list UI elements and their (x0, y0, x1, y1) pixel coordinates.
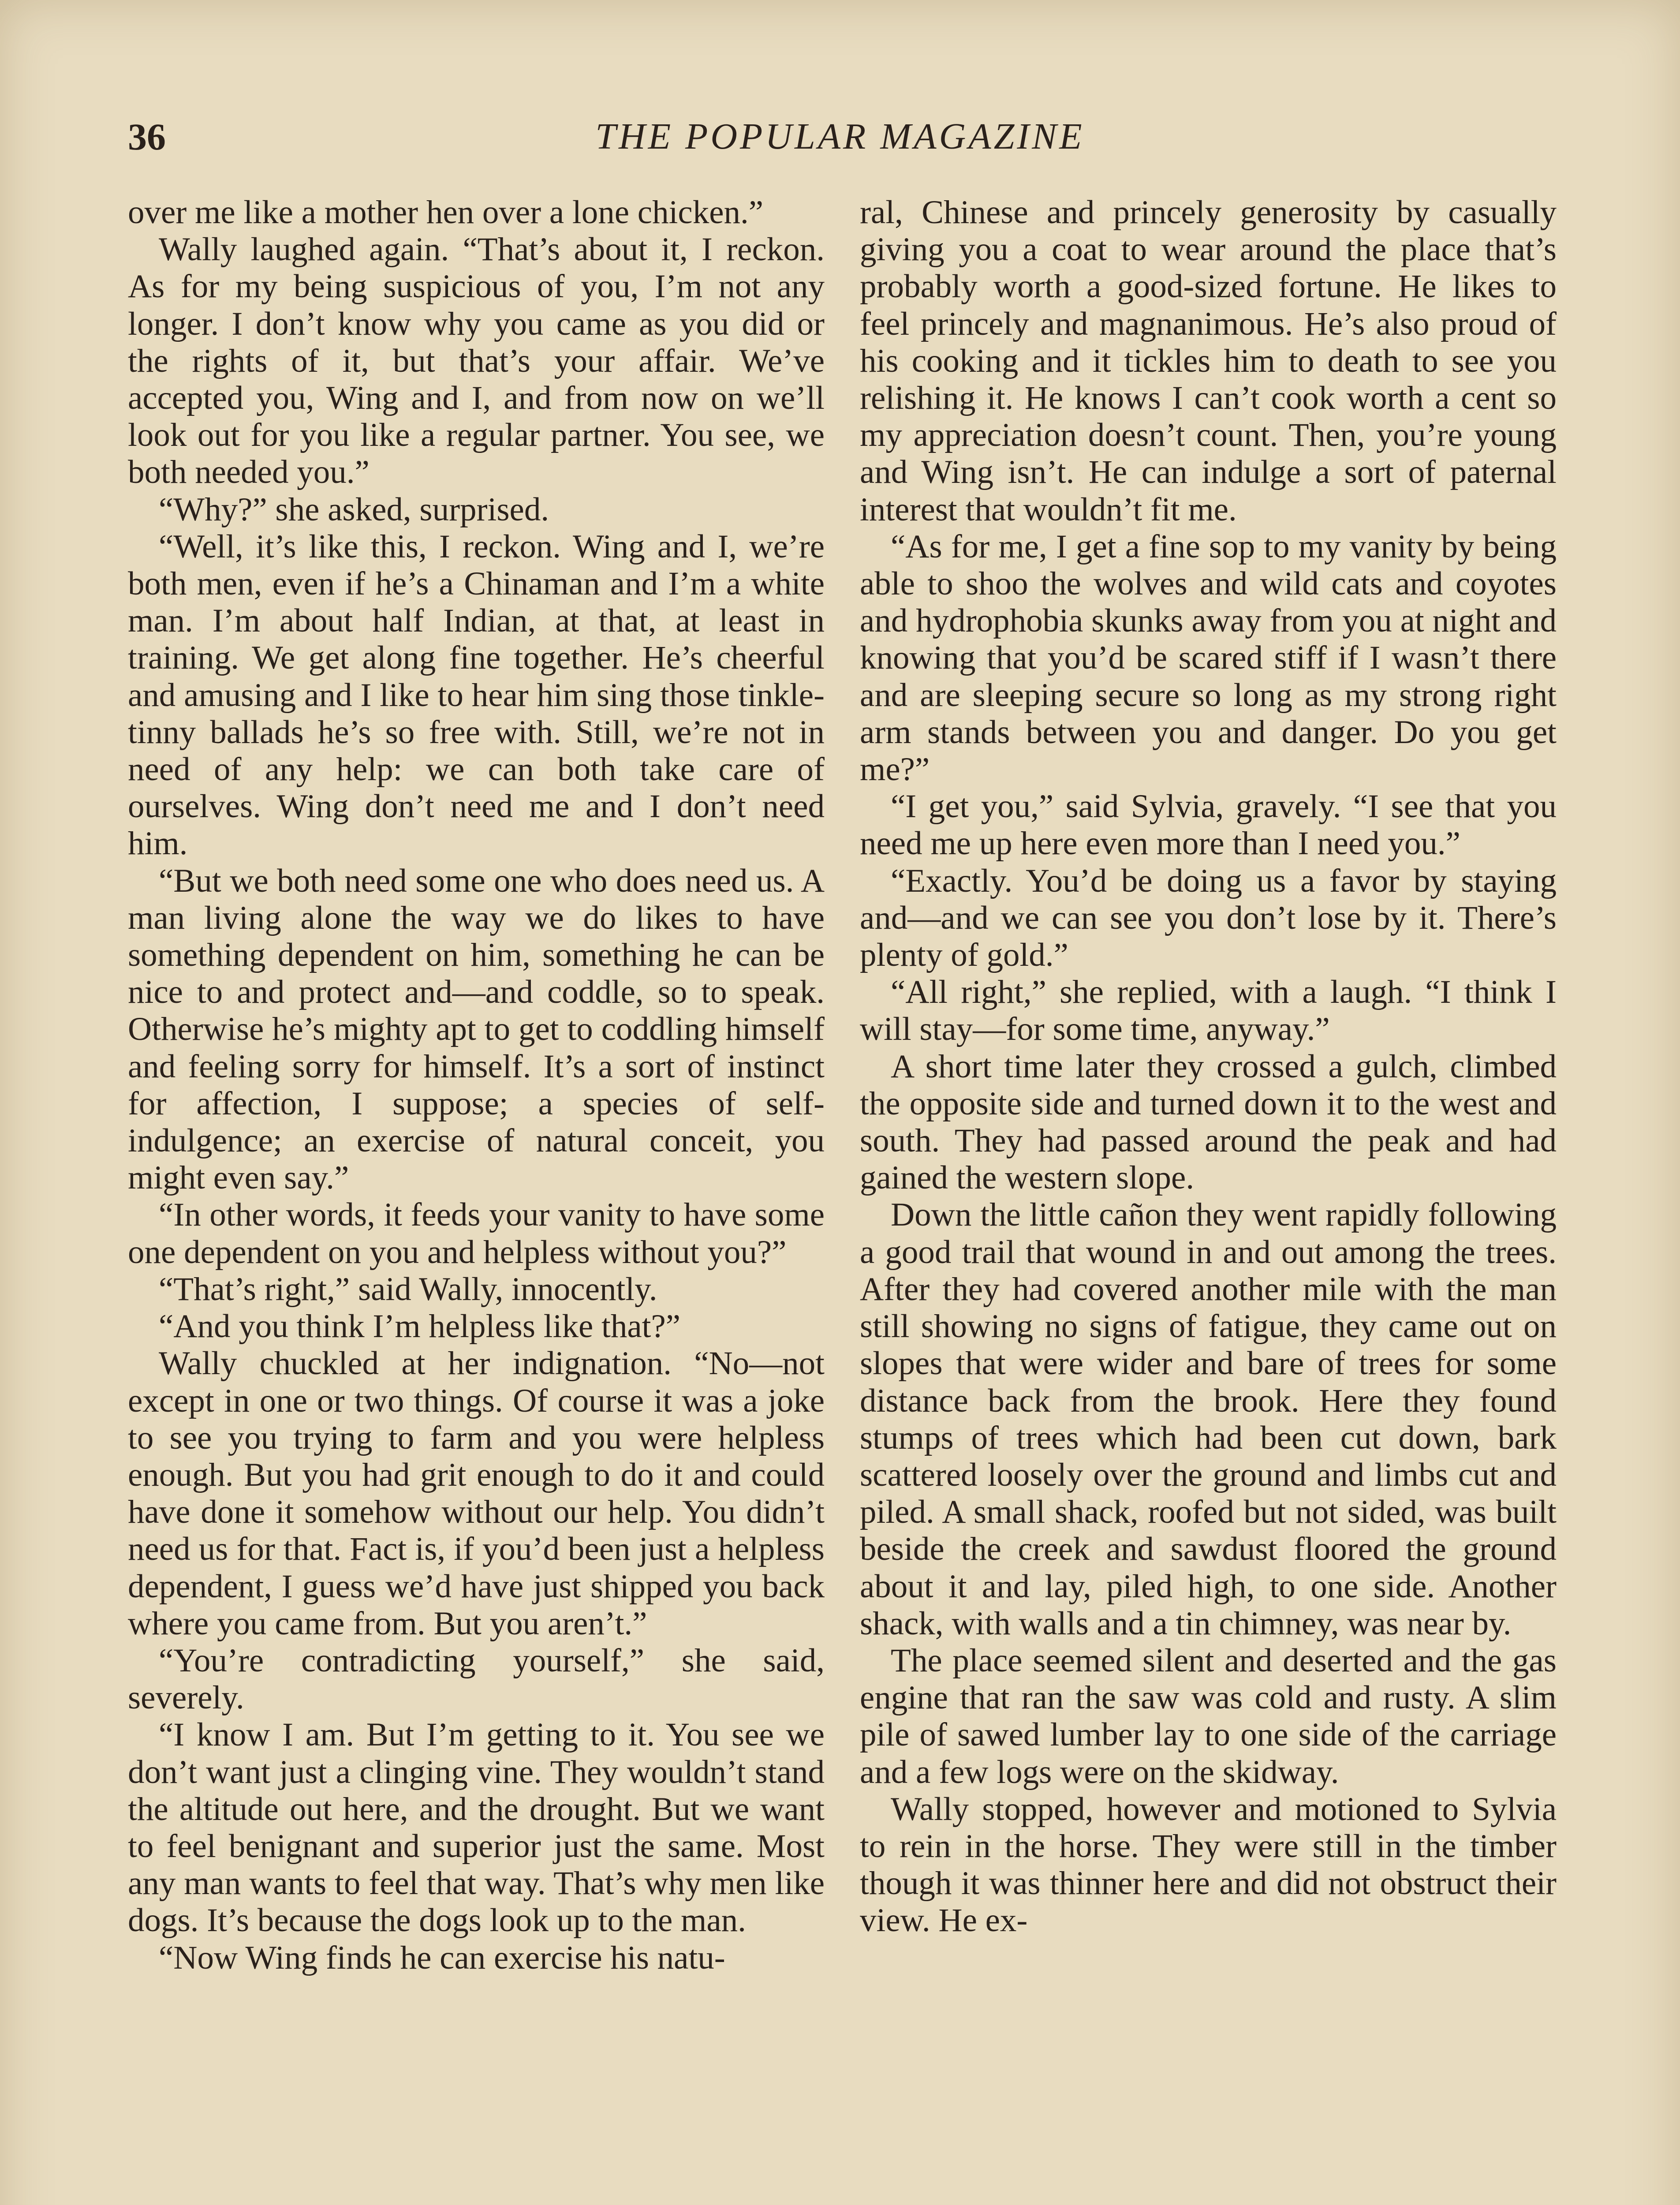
paragraph: “But we both need some one who does need us. A man living alone the way we do likes to have something dependent on him, something he can be nice to and protect and—and coddle, so to speak. Otherwise he’s mighty apt to get to coddling himself and feeling sorry for himself. It’s a sort of instinct for affection, I suppose; a species of self-indulgence; an exercise of natural conceit, you might even say.” (128, 862, 825, 1196)
page-number: 36 (128, 116, 166, 158)
paragraph: “I know I am. But I’m getting to it. You see we don’t want just a clinging vine. They wouldn’t stand the altitude out here, and the drought. But we want to feel benignant and superior just the same. Most any man wants to feel that way. That’s why men like dogs. It’s because the dogs look up to the man. (128, 1716, 825, 1939)
paragraph: ral, Chinese and princely generosity by casually giving you a coat to wear around the place that’s probably worth a good-sized fortune. He likes to feel princely and magnanimous. He’s also proud of his cooking and it tickles him to death to see you relishing it. He knows I can’t cook worth a cent so my appreciation doesn’t count. Then, you’re young and Wing isn’t. He can indulge a sort of paternal interest that wouldn’t fit me. (860, 194, 1557, 528)
paragraph: The place seemed silent and deserted and the gas engine that ran the saw was cold and rusty. A slim pile of sawed lumber lay to one side of the carriage and a few logs were on the skidway. (860, 1642, 1557, 1790)
right-column (860, 194, 1557, 1940)
left-column (128, 194, 825, 1977)
paragraph: “Now Wing finds he can exercise his natu- (159, 1939, 725, 1976)
paragraph: over me like a mother hen over a lone chicken.” (128, 194, 764, 231)
paragraph: “You’re contradicting yourself,” she said, severely. (128, 1642, 825, 1716)
paragraph: “As for me, I get a fine sop to my vanity by being able to shoo the wolves and wild cats and coyotes and hydrophobia skunks away from you at night and knowing that you’d be scared stiff if I wasn’t there and are sleeping secure so long as my strong right arm stands between you and danger. Do you get me?” (860, 528, 1557, 788)
paragraph: “I get you,” said Sylvia, gravely. “I see that you need me up here even more than I need you.” (860, 788, 1557, 862)
paragraph: “In other words, it feeds your vanity to have some one dependent on you and helpless without you?” (128, 1196, 825, 1271)
paragraph: “Well, it’s like this, I reckon. Wing and I, we’re both men, even if he’s a Chinaman and I’m a white man. I’m about half Indian, at that, at least in training. We get along fine together. He’s cheerful and amusing and I like to hear him sing those tinkle-tinny ballads he’s so free with. Still, we’re not in need of any help: we can both take care of ourselves. Wing don’t need me and I don’t need him. (128, 528, 825, 862)
paragraph: “That’s right,” said Wally, innocently. (159, 1271, 657, 1308)
paragraph: A short time later they crossed a gulch, climbed the opposite side and turned down it to the west and south. They had passed around the peak and had gained the western slope. (860, 1048, 1557, 1196)
paragraph: Wally chuckled at her indignation. “No—not except in one or two things. Of course it was a joke to see you trying to farm and you were helpless enough. But you had grit enough to do it and could have done it somehow without our help. You didn’t need us for that. Fact is, if you’d been just a helpless dependent, I guess we’d have just shipped you back where you came from. But you aren’t.” (128, 1345, 825, 1642)
paragraph: “All right,” she replied, with a laugh. “I think I will stay—for some time, anyway.” (860, 974, 1557, 1048)
paragraph: Down the little cañon they went rapidly following a good trail that wound in and out among the trees. After they had covered another mile with the man still showing no signs of fatigue, they came out on slopes that were wider and bare of trees for some distance back from the brook. Here they found stumps of trees which had been cut down, bark scattered loosely over the ground and limbs cut and piled. A small shack, roofed but not sided, was built beside the creek and sawdust floored the ground about it and lay, piled high, to one side. Another shack, with walls and a tin chimney, was near by. (860, 1196, 1557, 1642)
running-title: THE POPULAR MAGAZINE (595, 116, 1085, 157)
paragraph: “And you think I’m helpless like that?” (159, 1308, 681, 1345)
page-header (128, 110, 1552, 163)
paragraph: “Why?” she asked, surprised. (159, 491, 549, 528)
paragraph: “Exactly. You’d be doing us a favor by staying and—and we can see you don’t lose by it. There’s plenty of gold.” (860, 862, 1557, 974)
paragraph: Wally laughed again. “That’s about it, I reckon. As for my being suspicious of you, I’m not any longer. I don’t know why you came as you did or the rights of it, but that’s your affair. We’ve accepted you, Wing and I, and from now on we’ll look out for you like a regular partner. You see, we both needed you.” (128, 231, 825, 491)
paragraph: Wally stopped, however and motioned to Sylvia to rein in the horse. They were still in the timber though it was thinner here and did not obstruct their view. He ex- (860, 1790, 1557, 1939)
